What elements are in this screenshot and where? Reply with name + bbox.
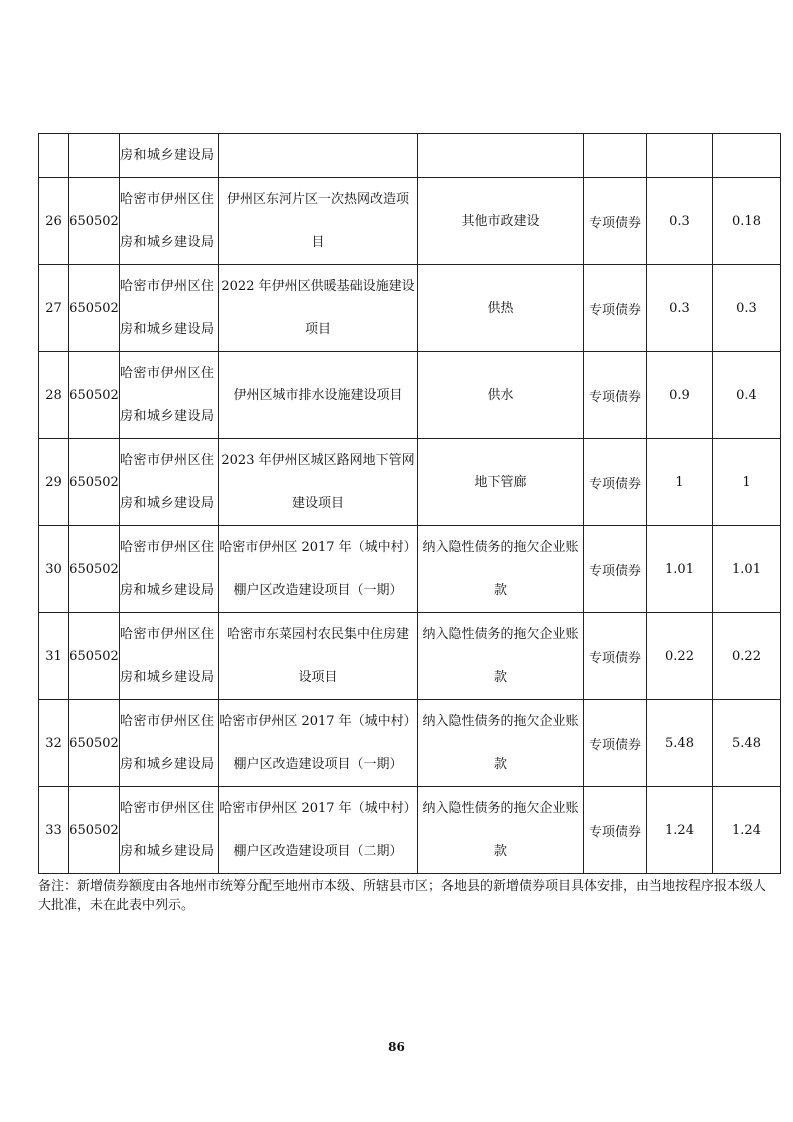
unit-name [120,700,219,787]
project-name-line: 棚户区改造建设项目（一期） [233,757,403,772]
amount-2: 5.48 [713,700,781,787]
row-index: 26 [39,178,69,265]
amount-2: 0.18 [713,178,781,265]
unit-name-line: 房和城乡建设局 [120,235,215,250]
project-type-line: 纳入隐性债务的拖欠企业账 [422,801,579,816]
unit-name [120,787,219,874]
project-type [418,613,584,700]
project-type-line: 纳入隐性债务的拖欠企业账 [422,540,579,555]
unit-name-line: 房和城乡建设局 [120,757,215,772]
region-code: 650502 [69,700,120,787]
project-type [418,352,584,439]
project-type [418,265,584,352]
project-name-line: 伊州区东河片区一次热网改造项 [226,192,409,207]
amount-1: 0.3 [647,265,713,352]
row-index: 33 [39,787,69,874]
project-name-line: 哈密市伊州区 2017 年（城中村） [219,540,417,555]
region-code: 650502 [69,178,120,265]
debt-project-table [38,133,781,874]
unit-name-line: 房和城乡建设局 [120,496,215,511]
table-row [39,178,781,265]
region-code: 650502 [69,613,120,700]
project-name-line: 目 [311,235,325,250]
region-code: 650502 [69,265,120,352]
project-type-line: 款 [493,844,507,859]
project-name [219,787,418,874]
amount-2: 1 [713,439,781,526]
unit-name-line: 房和城乡建设局 [120,322,215,337]
unit-name [120,178,219,265]
project-type [418,178,584,265]
project-name [219,439,418,526]
table-row [39,787,781,874]
table-row [39,526,781,613]
project-name-line: 哈密市东菜园村农民集中住房建 [226,627,409,642]
project-type [418,700,584,787]
row-index: 28 [39,352,69,439]
project-type [418,526,584,613]
bond-kind: 专项债券 [584,613,647,700]
amount-2: 1.24 [713,787,781,874]
project-name-line: 建设项目 [291,496,344,511]
bond-kind: 专项债券 [584,352,647,439]
bond-kind: 专项债券 [584,265,647,352]
amount-1: 1.24 [647,787,713,874]
unit-name-line: 房和城乡建设局 [120,844,215,859]
project-type-line: 其他市政建设 [461,213,540,229]
table-row [39,265,781,352]
unit-name-line: 哈密市伊州区住 [120,366,215,381]
row-index: 27 [39,265,69,352]
unit-name [120,439,219,526]
unit-name [120,526,219,613]
amount-1: 0.9 [647,352,713,439]
project-type-line: 款 [493,670,507,685]
unit-name-line: 房和城乡建设局 [120,409,215,424]
amount-1: 1 [647,439,713,526]
project-name-line: 哈密市伊州区 2017 年（城中村） [219,714,417,729]
table-row [39,134,781,178]
project-name-line: 伊州区城市排水设施建设项目 [233,387,403,403]
row-index: 29 [39,439,69,526]
amount-1: 0.22 [647,613,713,700]
bond-kind: 专项债券 [584,787,647,874]
project-type-line: 款 [493,757,507,772]
project-name-line: 设项目 [298,670,338,685]
row-index [39,134,69,178]
project-type [418,134,584,178]
table-row [39,700,781,787]
project-type-line: 纳入隐性债务的拖欠企业账 [422,714,579,729]
project-type [418,787,584,874]
bond-kind: 专项债券 [584,439,647,526]
amount-2: 1.01 [713,526,781,613]
unit-name-line: 房和城乡建设局 [120,148,215,163]
project-name-line: 棚户区改造建设项目（一期） [233,583,403,598]
amount-2: 0.22 [713,613,781,700]
project-type-line: 款 [493,583,507,598]
row-index: 30 [39,526,69,613]
project-name [219,265,418,352]
page-number: 86 [388,1040,405,1054]
unit-name-line: 哈密市伊州区住 [120,801,215,816]
project-name [219,613,418,700]
table-row [39,439,781,526]
unit-name-line: 哈密市伊州区住 [120,540,215,555]
project-name [219,134,418,178]
row-index: 31 [39,613,69,700]
project-name [219,526,418,613]
unit-name [120,352,219,439]
region-code [69,134,120,178]
project-type-line: 供热 [487,300,514,316]
table-note: 备注：新增债券额度由各地州市统筹分配至地州市本级、所辖县市区；各地县的新增债券项目具体安排，由当地按程序报本级人大批准，未在此表中列示。 [38,879,767,913]
project-name-line: 2022 年伊州区供暖基础设施建设 [221,279,415,294]
project-name-line: 2023 年伊州区城区路网地下管网 [221,453,415,468]
unit-name [120,613,219,700]
amount-1: 5.48 [647,700,713,787]
amount-2: 0.3 [713,265,781,352]
table-row [39,352,781,439]
unit-name-line: 哈密市伊州区住 [120,627,215,642]
unit-name-line: 哈密市伊州区住 [120,714,215,729]
project-type [418,439,584,526]
project-type-line: 地下管廊 [474,474,527,490]
table-row [39,613,781,700]
region-code: 650502 [69,787,120,874]
bond-kind: 专项债券 [584,526,647,613]
amount-1 [647,134,713,178]
unit-name-line: 房和城乡建设局 [120,583,215,598]
unit-name-line: 房和城乡建设局 [120,670,215,685]
row-index: 32 [39,700,69,787]
unit-name [120,134,219,178]
project-type-line: 纳入隐性债务的拖欠企业账 [422,627,579,642]
project-name-line: 项目 [304,322,331,337]
bond-kind: 专项债券 [584,700,647,787]
unit-name-line: 哈密市伊州区住 [120,192,215,207]
amount-1: 1.01 [647,526,713,613]
bond-kind [584,134,647,178]
unit-name-line: 哈密市伊州区住 [120,279,215,294]
project-name [219,178,418,265]
amount-2 [713,134,781,178]
region-code: 650502 [69,526,120,613]
bond-kind: 专项债券 [584,178,647,265]
unit-name-line: 哈密市伊州区住 [120,453,215,468]
project-type-line: 供水 [487,387,514,403]
amount-2: 0.4 [713,352,781,439]
unit-name [120,265,219,352]
project-name [219,352,418,439]
amount-1: 0.3 [647,178,713,265]
project-name-line: 哈密市伊州区 2017 年（城中村） [219,801,417,816]
region-code: 650502 [69,439,120,526]
project-name [219,700,418,787]
region-code: 650502 [69,352,120,439]
project-name-line: 棚户区改造建设项目（二期） [233,844,403,859]
